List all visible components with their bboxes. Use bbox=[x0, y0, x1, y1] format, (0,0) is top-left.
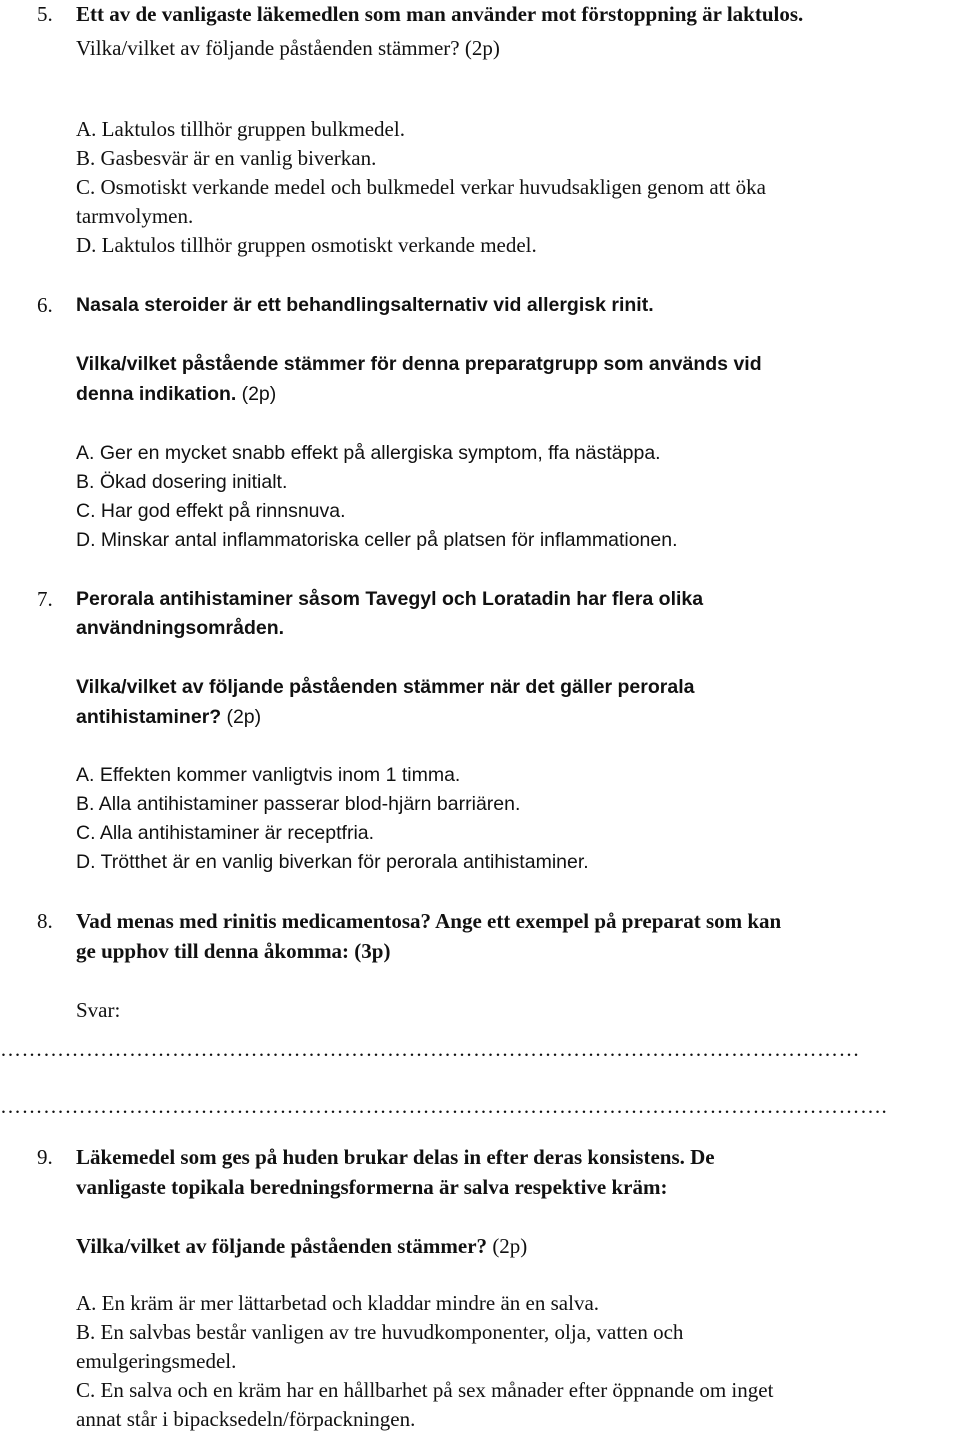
question-title: Vad menas med rinitis medicamentosa? Ange ett exempel på preparat som kan bbox=[76, 909, 782, 933]
question-number: 8. bbox=[37, 909, 53, 933]
answer-line-1[interactable]: ………………………………………………………………………………………………………… bbox=[0, 1037, 860, 1061]
option-d: D. Laktulos tillhör gruppen osmotiskt verkande medel. bbox=[76, 233, 537, 257]
question-title: Läkemedel som ges på huden brukar delas in efter deras konsistens. De bbox=[76, 1145, 715, 1169]
question-title: Nasala steroider är ett behandlingsalternativ vid allergisk rinit. bbox=[76, 294, 654, 316]
question-number: 7. bbox=[37, 587, 53, 611]
question-title-continued: ge upphov till denna åkomma: (3p) bbox=[76, 939, 391, 963]
option-b: B. Gasbesvär är en vanlig biverkan. bbox=[76, 146, 377, 170]
option-a: A. Ger en mycket snabb effekt på allergiska symptom, ffa nästäppa. bbox=[76, 442, 661, 464]
option-b: B. Alla antihistaminer passerar blod-hjärn barriären. bbox=[76, 793, 521, 815]
option-d: D. Trötthet är en vanlig biverkan för perorala antihistaminer. bbox=[76, 851, 589, 873]
prompt-text: Vilka/vilket av följande påståenden stämmer? bbox=[76, 1234, 488, 1258]
option-c: C. Alla antihistaminer är receptfria. bbox=[76, 822, 375, 844]
option-d: D. Minskar antal inflammatoriska celler på platsen för inflammationen. bbox=[76, 529, 678, 551]
points: (2p) bbox=[226, 706, 262, 728]
option-c-continued: tarmvolymen. bbox=[76, 204, 194, 228]
option-b-continued: emulgeringsmedel. bbox=[76, 1349, 237, 1373]
option-a: A. Laktulos tillhör gruppen bulkmedel. bbox=[76, 117, 405, 141]
option-a: A. Effekten kommer vanligtvis inom 1 timma. bbox=[76, 764, 461, 786]
question-title: Perorala antihistaminer såsom Tavegyl och Loratadin har flera olika bbox=[76, 588, 704, 610]
question-prompt: Vilka/vilket av följande påståenden stämmer? (2p) bbox=[76, 36, 500, 60]
answer-line-2[interactable]: ……………………………………………………………………………………………………………. bbox=[0, 1094, 888, 1118]
question-prompt: Vilka/vilket av följande påståenden stämmer när det gäller perorala bbox=[76, 676, 695, 698]
option-a: A. En kräm är mer lättarbetad och kladdar mindre än en salva. bbox=[76, 1291, 600, 1315]
question-number: 6. bbox=[37, 293, 53, 317]
answer-label: Svar: bbox=[76, 998, 121, 1022]
option-c: C. Har god effekt på rinnsnuva. bbox=[76, 500, 346, 522]
question-prompt-continued bbox=[76, 702, 261, 732]
prompt-text: antihistaminer? bbox=[76, 706, 222, 728]
points: (2p) bbox=[492, 1234, 528, 1258]
option-b: B. Ökad dosering initialt. bbox=[76, 471, 288, 493]
question-title-continued: vanligaste topikala beredningsformerna är salva respektive kräm: bbox=[76, 1175, 668, 1199]
question-title: Ett av de vanligaste läkemedlen som man använder mot förstoppning är laktulos. bbox=[76, 2, 804, 26]
question-prompt bbox=[76, 1232, 527, 1261]
option-c-continued: annat står i bipacksedeln/förpackningen. bbox=[76, 1407, 416, 1431]
question-title-continued: användningsområden. bbox=[76, 617, 285, 639]
option-c: C. Osmotiskt verkande medel och bulkmedel verkar huvudsakligen genom att öka bbox=[76, 175, 766, 199]
option-b: B. En salvbas består vanligen av tre huvudkomponenter, olja, vatten och bbox=[76, 1320, 684, 1344]
question-prompt-continued bbox=[76, 379, 276, 409]
question-number: 5. bbox=[37, 2, 53, 26]
prompt-text: denna indikation. bbox=[76, 383, 237, 405]
question-number: 9. bbox=[37, 1145, 53, 1169]
question-prompt: Vilka/vilket påstående stämmer för denna preparatgrupp som används vid bbox=[76, 353, 762, 375]
points: (2p) bbox=[241, 383, 277, 405]
option-c: C. En salva och en kräm har en hållbarhet på sex månader efter öppnande om inget bbox=[76, 1378, 774, 1402]
